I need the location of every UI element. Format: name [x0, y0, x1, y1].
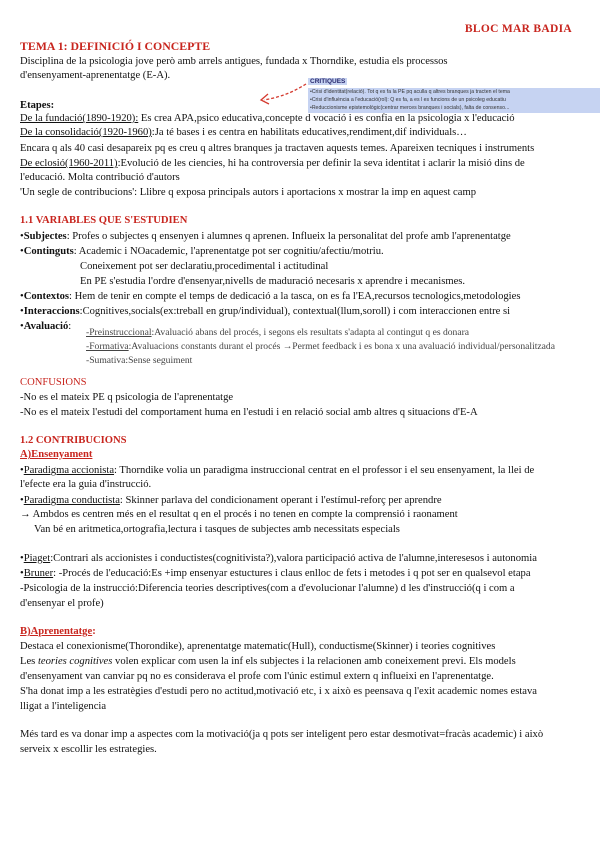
aval-preinstruccional: -Preinstruccional:Avaluació abans del procés, i segons els resultats s'adapta al contingut q es donara [86, 327, 470, 338]
etapa-eclosio: De eclosió(1960-2011):Evolució de les ciencies, hi ha controversia per definir la seva identitat i aclarir la misió dins de [20, 158, 525, 169]
var-avaluacio: •Avaluació: [20, 321, 72, 332]
paradigma-accionista: •Paradigma accionista: Thorndike volia un paradigma instruccional centrat en el professor i el seu ensenyament, la llei de [20, 465, 535, 476]
critique-item: •Crisi d'influència a l'educació(rol): Q es fa, a es l es funcions de un psicoleg educatiu [308, 96, 600, 104]
contrib-bruner: •Bruner: -Procés de l'educació:Es +imp ensenyar estuctures i claus enlloc de fets i metodes i q pot ser en qualsevol etapa [20, 568, 531, 579]
critique-item: •Reduccionisme epistemològic(centrar merces branques i socials), falta de consenso... [308, 104, 600, 112]
confusion-line: -No es el mateix PE q psicologia de l'aprenentatge [20, 392, 234, 403]
intro-line-2: d'ensenyament-aprenentatge (E-A). [20, 70, 171, 81]
psico-instruccio: -Psicologia de la instrucció:Diferencia teories descriptives(com a d'evolucionar l'alumne) d les d'instrucció(q i com a [20, 583, 515, 594]
aprenentatge-line: lligat a l'inteligencia [20, 701, 107, 712]
var-interaccions: •Interaccions:Cognitives,socials(ex:treball en grup/individual), contextual(llum,soroll) i com interaccionen entre si [20, 306, 511, 317]
paradigma-conductista: •Paradigma conductista: Skinner parlava del condicionament operant i l'estímul-reforç per aprendre [20, 495, 442, 506]
intro-line-1: Disciplina de la psicologia jove però amb arrels antigues, fundada x Thorndike, estudia els processos [20, 56, 448, 67]
var-subjectes: •Subjectes: Profes o subjectes q ensenyen i alumnes q aprenen. Influeix la personalitat del profe amb l'aprenentatge [20, 231, 511, 242]
aprenentatge-line: Més tard es va donar imp a aspectes com la motivació(ja q pots ser inteligent pero estar desmotivat=fracàs academic) i això [20, 729, 544, 740]
section-variables-title: 1.1 VARIABLES QUE S'ESTUDIEN [20, 215, 188, 226]
ambdos-line: → Ambdos es centren més en el resultat q en el procés i no tenen en compte la comprensió i raonament [20, 509, 458, 520]
etapa-consolidacio: De la consolidació(1920-1960):Ja té bases i es centra en habilitats educatives,rendiment,dif individuals… [20, 127, 467, 138]
paradigma-accionista-cont: l'efecte era la guia d'instrucció. [20, 479, 152, 490]
section-confusions-title: CONFUSIONS [20, 377, 87, 388]
aprenentatge-line: Destaca el conexionisme(Thorondike), aprenentatge matematic(Hull), conductisme(Skinner) i teories cognitives [20, 641, 496, 652]
var-contextos: •Contextos: Hem de tenir en compte el temps de dedicació a la tasca, on es fa l'EA,recursos tecnologics,metodologies [20, 291, 521, 302]
psico-instruccio-cont: d'ensenyar el profe) [20, 598, 104, 609]
subsection-aprenentatge: B)Aprenentatge: [20, 626, 96, 637]
var-continguts: •Continguts: Academic i NOacademic, l'aprenentatge pot ser cognitiu/afectiu/motriu. [20, 246, 384, 257]
critiques-title: CRITIQUES [310, 78, 346, 85]
var-continguts-2: Coneixement pot ser declaratiu,procedimental i actitudinal [80, 261, 329, 272]
contrib-piaget: •Piaget:Contrari als accionistes i conductistes(cognitivista?),valora participació activa de l'alumne,interesesos i autonomia [20, 553, 537, 564]
aprenentatge-line: d'ensenyament van canviar pq no es considerava el profe com l'únic estimul extern q influeixi en l'aprenentatge. [20, 671, 494, 682]
topic-title: TEMA 1: DEFINICIÓ I CONCEPTE [20, 39, 211, 53]
etapes-label: Etapes: [20, 100, 55, 111]
etapa-fundacio: De la fundació(1890-1920): Es crea APA,psico educativa,concepte d vocació i es confia en la psicologia x l'educació [20, 113, 515, 124]
var-continguts-3: En PE s'estudia l'ordre d'ensenyar,nivells de maduració necesaris x aprendre i mecanismes. [80, 276, 466, 287]
etapa-note: Encara q als 40 casi desapareix pq es creu q altres branques ja tractaven aquests temes. Apareixen tecniques i instruments [20, 143, 535, 154]
critiques-note [308, 70, 600, 113]
aval-sumativa: -Sumativa:Sense seguiment [86, 355, 193, 366]
section-contribucions-title: 1.2 CONTRIBUCIONS [20, 435, 127, 446]
aprenentatge-line: serveix x escollir les estrategies. [20, 744, 157, 755]
document-brand: BLOC MAR BADIA [464, 23, 572, 35]
subsection-ensenyament: A)Ensenyament [20, 449, 93, 460]
confusion-line: -No es el mateix l'estudi del comportament huma en l'estudi i en relació social amb altres q situacions d'E-A [20, 407, 478, 418]
aprenentatge-line: Les teories cognitives volen explicar com usen la inf els subjectes i la relacionen amb coneixement previ. Els models [20, 656, 516, 667]
handwritten-arrow-icon [250, 80, 310, 108]
critique-item: •Crisi d'identitat(relació). Tot q es fa la PE pq aculla q altres branques ja tracten el tema [308, 88, 600, 96]
etapa-eclosio-cont: l'educació. Molta contribució d'autors [20, 172, 180, 183]
aval-formativa: -Formativa:Avaluacions constants durant el procés →Permet feedback i es bona x una avaluació individual/personalitzada [86, 341, 555, 352]
ambdos-line-2: Van bé en aritmetica,ortografia,lectura i tasques de subjectes amb necessitats especials [34, 524, 400, 535]
etapa-llibre: 'Un segle de contribucions': Llibre q exposa principals autors i aportacions x mostrar la imp en aquest camp [20, 187, 476, 198]
aprenentatge-line: S'ha donat imp a les estratègies d'estudi pero no actitud,motivació etc, i x això es peensava q l'exit academic nomes estava [20, 686, 538, 697]
